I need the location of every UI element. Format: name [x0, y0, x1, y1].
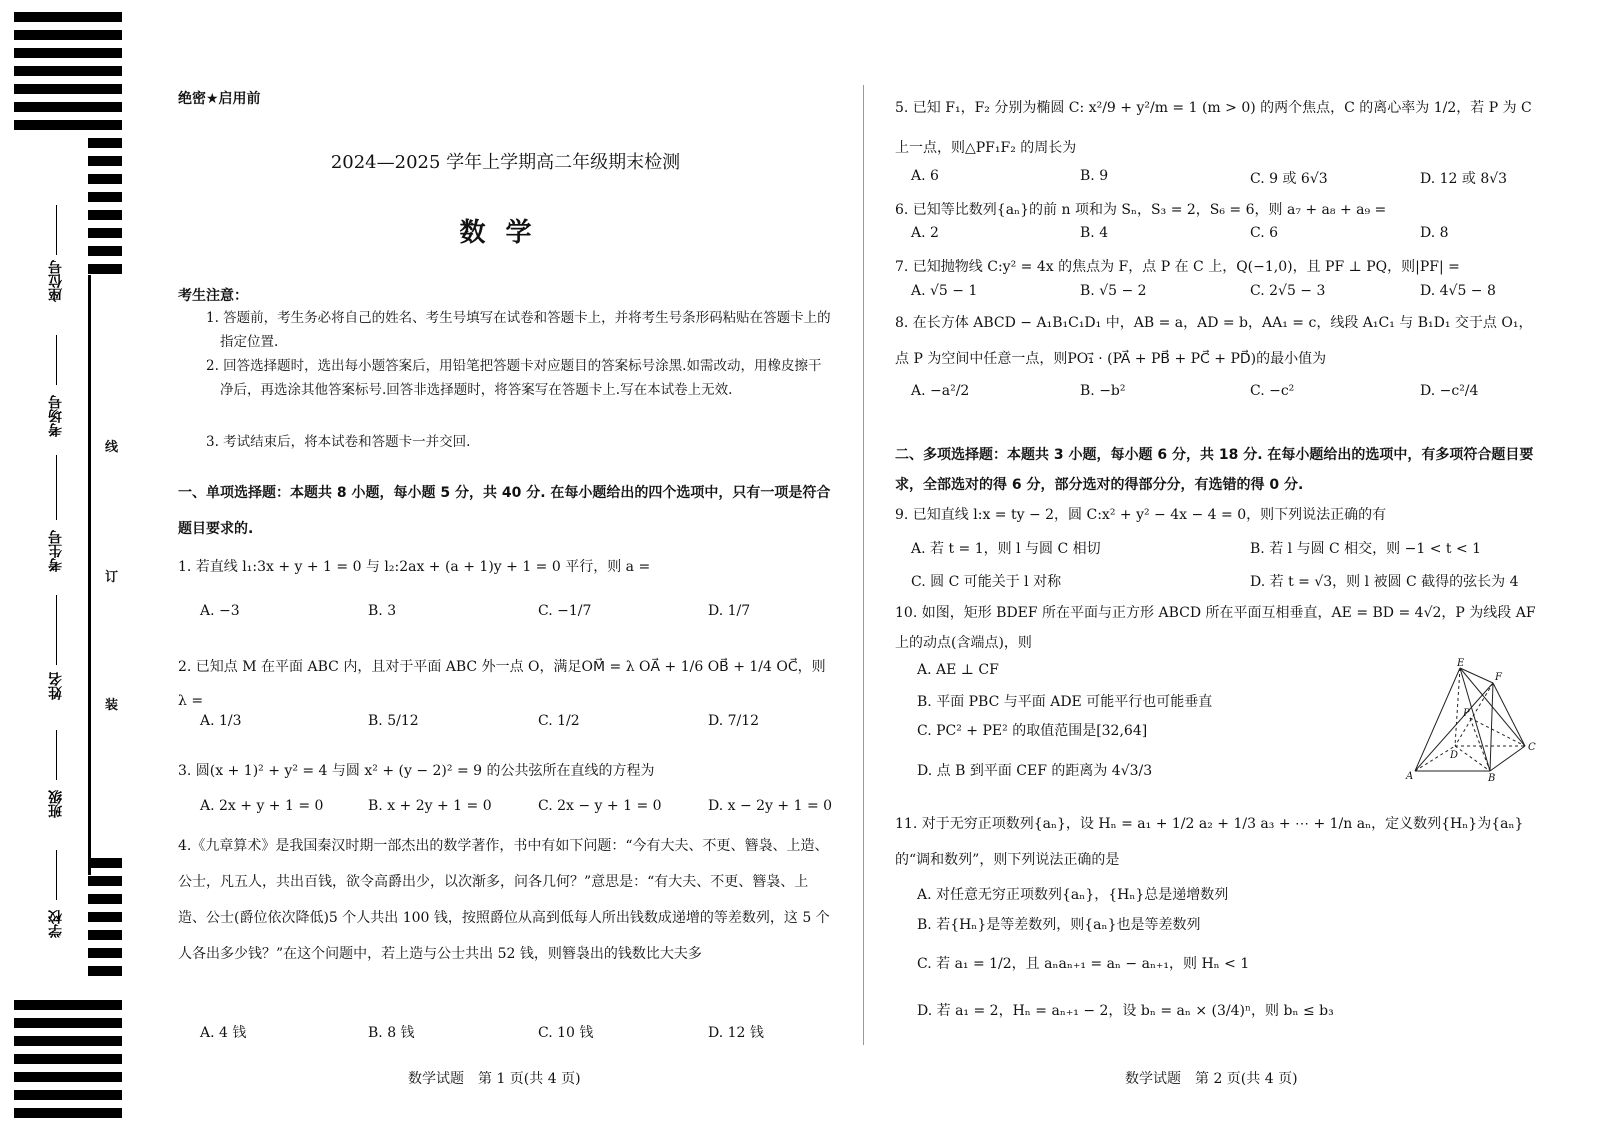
option: D. 1/7: [708, 603, 751, 619]
barcode-bar: [88, 948, 122, 958]
barcode-bar: [14, 1108, 122, 1118]
edge: [1493, 683, 1525, 746]
option: B. 4: [1080, 225, 1109, 241]
barcode-bar: [14, 120, 122, 130]
notice-item: 1. 答题前，考生务必将自己的姓名、考生号填写在试卷和答题卡上，并将考生号条形码粘贴在答题卡上的指定位置.: [206, 310, 831, 350]
option: D. 7/12: [708, 713, 760, 729]
exam-title: 2024—2025 学年上学期高二年级期末检测: [330, 152, 681, 173]
option: D. −c²/4: [1420, 383, 1479, 399]
option: A. AE ⊥ CF: [917, 662, 999, 678]
barcode-bar: [88, 138, 122, 148]
option: A. −a²/2: [911, 383, 970, 399]
option: C. −c²: [1250, 383, 1295, 399]
point-label: P: [1463, 708, 1470, 719]
fill-line: [56, 455, 57, 520]
question-5: 5. 已知 F₁，F₂ 分别为椭圆 C: x²/9 + y²/m = 1 (m > 0) 的两个焦点，C 的离心率为 1/2，若 P 为 C 上一点，则△PF₁F₂ 的周长为: [895, 100, 1532, 156]
option: D. 12 钱: [708, 1025, 764, 1041]
edge: [1490, 746, 1525, 771]
point-label: B: [1488, 773, 1496, 783]
option: D. 若 a₁ = 2，Hₙ = aₙ₊₁ − 2，设 bₙ = aₙ × (3/4)ⁿ，则 bₙ ≤ b₃: [917, 1003, 1334, 1019]
cut-mark-bind: 订: [105, 570, 119, 585]
option: D. x − 2y + 1 = 0: [708, 798, 833, 814]
page-footer: 数学试题 第 2 页(共 4 页): [1125, 1071, 1298, 1087]
fill-line: [56, 730, 57, 780]
option: C. 若 a₁ = 1/2，且 aₙaₙ₊₁ = aₙ − aₙ₊₁，则 Hₙ < 1: [917, 956, 1250, 972]
barcode-bar: [14, 1000, 122, 1010]
barcode-bar: [88, 858, 122, 868]
option: C. 9 或 6√3: [1250, 171, 1328, 187]
option: A. 1/3: [200, 713, 242, 729]
option: A. √5 − 1: [911, 283, 978, 299]
barcode-bar: [14, 1036, 122, 1046]
edge: [1460, 668, 1490, 771]
binding-strip: [0, 0, 135, 1138]
fill-line: [56, 335, 57, 385]
barcode-bar: [88, 876, 122, 886]
option: A. 4 钱: [200, 1025, 247, 1041]
barcode-bar: [14, 102, 122, 112]
option: B. √5 − 2: [1080, 283, 1147, 299]
barcode-bar: [14, 1018, 122, 1028]
question-6: 6. 已知等比数列{aₙ}的前 n 项和为 Sₙ，S₃ = 2，S₆ = 6，则 a₇ + a₈ + a₉ =: [895, 202, 1387, 218]
subject-title: 数学: [459, 218, 552, 248]
option: C. 2x − y + 1 = 0: [538, 798, 662, 814]
barcode-bar: [88, 912, 122, 922]
option: A. −3: [200, 603, 240, 619]
barcode-bar: [14, 66, 122, 76]
question-10: 10. 如图，矩形 BDEF 所在平面与正方形 ABCD 所在平面互相垂直，AE = BD = 4√2，P 为线段 AF 上的动点(含端点)，则: [895, 605, 1536, 651]
option: C. PC² + PE² 的取值范围是[32,64]: [917, 723, 1148, 739]
option: C. 6: [1250, 225, 1279, 241]
option: D. 若 t = √3，则 l 被圆 C 截得的弦长为 4: [1250, 574, 1519, 590]
option: C. 1/2: [538, 713, 580, 729]
option: C. −1/7: [538, 603, 592, 619]
section-single-choice: 一、单项选择题：本题共 8 小题，每小题 5 分，共 40 分. 在每小题给出的四个选项中，只有一项是符合题目要求的.: [178, 485, 831, 537]
exam-room-label: 考场号: [48, 395, 64, 437]
barcode-bar: [88, 930, 122, 940]
option: D. 4√5 − 8: [1420, 283, 1496, 299]
question-3: 3. 圆(x + 1)² + y² = 4 与圆 x² + (y − 2)² = 9 的公共弦所在直线的方程为: [178, 763, 655, 779]
name-label: 姓名: [48, 672, 64, 700]
question-7: 7. 已知抛物线 C:y² = 4x 的焦点为 F，点 P 在 C 上，Q(−1,0)，且 PF ⊥ PQ，则|PF| =: [895, 259, 1460, 275]
option: D. 8: [1420, 225, 1449, 241]
barcode-bar: [14, 48, 122, 58]
edge: [1490, 683, 1493, 771]
point-label: F: [1495, 672, 1502, 683]
barcode-bar: [88, 192, 122, 202]
edge: [1460, 668, 1493, 683]
point-label: C: [1528, 742, 1536, 753]
option: B. 9: [1080, 168, 1109, 184]
option: B. 3: [368, 603, 397, 619]
barcode-bar: [14, 84, 122, 94]
seat-number-label: 座位号: [48, 260, 64, 302]
cut-mark-line: 线: [105, 440, 119, 455]
hidden-edge: [1455, 683, 1493, 746]
barcode-bar: [14, 1090, 122, 1100]
question-9: 9. 已知直线 l:x = ty − 2，圆 C:x² + y² − 4x − 4 = 0，则下列说法正确的有: [895, 507, 1387, 523]
option: A. 6: [911, 168, 939, 184]
notice-item: 3. 考试结束后，将本试卷和答题卡一并交回.: [206, 434, 471, 450]
point-label: A: [1406, 771, 1414, 782]
notice-item: 2. 回答选择题时，选出每小题答案后，用铅笔把答题卡对应题目的答案标号涂黑.如需改动，用橡皮擦干净后，再选涂其他答案标号.回答非选择题时，将答案写在答题卡上.写在本试卷上无效.: [206, 358, 822, 398]
section-multiple-choice: 二、多项选择题：本题共 3 小题，每小题 6 分，共 18 分. 在每小题给出的选项中，有多项符合题目要求，全部选对的得 6 分，部分选对的得部分分，有选错的得 0 分.: [895, 447, 1534, 493]
class-label: 班级: [48, 790, 64, 818]
question-11: 11. 对于无穷正项数列{aₙ}，设 Hₙ = a₁ + 1/2 a₂ + 1/3 a₃ + ⋯ + 1/n aₙ，定义数列{Hₙ}为{aₙ}的“调和数列”，则下列说法正确的是: [895, 816, 1524, 868]
option: D. 点 B 到平面 CEF 的距离为 4√3/3: [917, 763, 1153, 779]
question-8: 8. 在长方体 ABCD − A₁B₁C₁D₁ 中，AB = a，AD = b，AA₁ = c，线段 A₁C₁ 与 B₁D₁ 交于点 O₁，点 P 为空间中任意一点，则PO₁⃗ · (PA⃗ + PB⃗ + PC⃗ + PD⃗)的最小值为: [895, 315, 1533, 367]
hidden-edge: [1470, 718, 1490, 771]
school-label: 学校: [48, 910, 64, 938]
barcode-bar: [88, 264, 122, 274]
barcode-bar: [88, 174, 122, 184]
barcode-bar: [14, 1054, 122, 1064]
point-label: D: [1450, 750, 1459, 761]
fill-line: [56, 205, 57, 255]
barcode-bar: [88, 966, 122, 976]
option: A. 对任意无穷正项数列{aₙ}，{Hₙ}总是递增数列: [917, 887, 1229, 903]
option: B. −b²: [1080, 383, 1126, 399]
candidate-number-label: 考生号: [48, 530, 64, 572]
barcode-bar: [88, 228, 122, 238]
cut-mark-install: 装: [105, 698, 119, 713]
barcode-bar: [88, 894, 122, 904]
option: B. 5/12: [368, 713, 419, 729]
option: C. 圆 C 可能关于 l 对称: [911, 574, 1062, 590]
option: C. 10 钱: [538, 1025, 594, 1041]
hidden-edge: [1455, 668, 1460, 746]
fill-line: [56, 850, 57, 900]
barcode-bar: [88, 210, 122, 220]
option: B. 若{Hₙ}是等差数列，则{aₙ}也是等差数列: [917, 917, 1201, 933]
page-footer: 数学试题 第 1 页(共 4 页): [408, 1071, 581, 1087]
option: A. 2x + y + 1 = 0: [200, 798, 324, 814]
option: A. 2: [911, 225, 939, 241]
page-divider: [863, 85, 864, 1045]
notice-title: 考生注意：: [178, 288, 248, 304]
barcode-bar: [14, 1072, 122, 1082]
barcode-bar: [88, 156, 122, 166]
question-4: 4.《九章算术》是我国秦汉时期一部杰出的数学著作，书中有如下问题：“今有大夫、不更、簪袅、上造、公士，凡五人，共出百钱，欲令高爵出少，以次渐多，问各几何？”意思是：“有大夫、不更、簪袅、上造、公士(爵位依次降低)5 个人共出 100 钱，按照爵位从高到低每人所出钱数成递增的等差数列，这 5 个人各出多少钱？”在这个问题中，若上造与公士共出 52 钱，则簪袅出的钱数比大夫多: [178, 838, 830, 962]
option: C. 2√5 − 3: [1250, 283, 1326, 299]
question-2: 2. 已知点 M 在平面 ABC 内，且对于平面 ABC 外一点 O，满足OM⃗ = λ OA⃗ + 1/6 OB⃗ + 1/4 OC⃗，则 λ =: [178, 659, 826, 709]
option: A. 若 t = 1，则 l 与圆 C 相切: [911, 541, 1101, 557]
barcode-bar: [14, 12, 122, 22]
secret-mark: 绝密★启用前: [178, 91, 261, 107]
geometry-figure: [1405, 658, 1540, 783]
question-1: 1. 若直线 l₁:3x + y + 1 = 0 与 l₂:2ax + (a + 1)y + 1 = 0 平行，则 a =: [178, 559, 651, 575]
barcode-bar: [14, 30, 122, 40]
option: D. 12 或 8√3: [1420, 171, 1508, 187]
option: B. 若 l 与圆 C 相交，则 −1 < t < 1: [1250, 541, 1482, 557]
option: B. x + 2y + 1 = 0: [368, 798, 492, 814]
option: B. 平面 PBC 与平面 ADE 可能平行也可能垂直: [917, 694, 1213, 710]
point-label: E: [1457, 658, 1465, 669]
option: B. 8 钱: [368, 1025, 415, 1041]
binding-line: [88, 275, 91, 875]
barcode-bar: [88, 246, 122, 256]
fill-line: [56, 595, 57, 665]
